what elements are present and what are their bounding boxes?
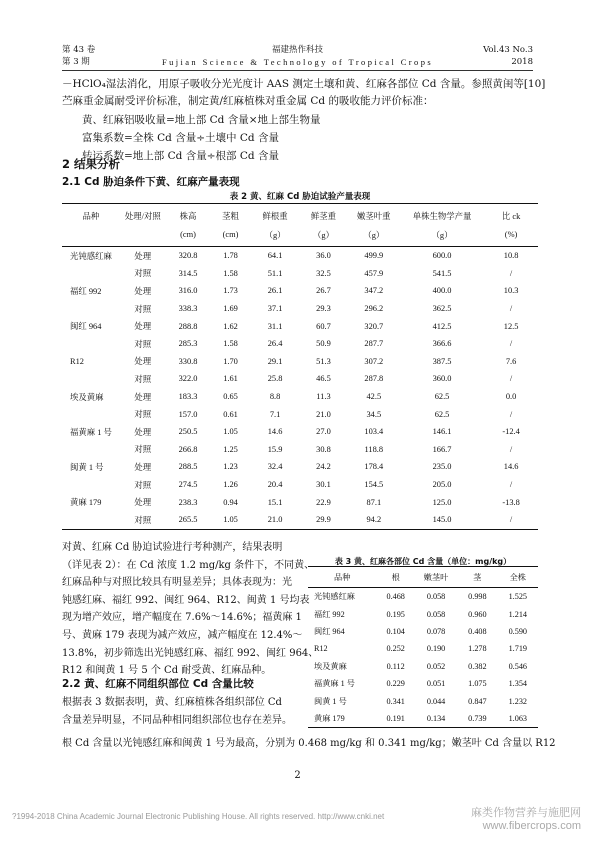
running-header — [62, 44, 533, 71]
table3-cell: 0.058 — [426, 592, 446, 602]
table3-cell: 黄麻 179 — [308, 710, 376, 728]
table2-cell: 21.0 — [316, 409, 331, 419]
table2-cell: 118.8 — [364, 444, 384, 454]
table2-cell: 541.5 — [432, 268, 452, 278]
table3-cell: 埃及黄麻 — [314, 661, 347, 671]
table2-cell: 1.58 — [223, 268, 238, 278]
intro-line-2: 苎麻重金属耐受评价标准，制定黄/红麻植株对重金属 Cd 的吸收能力评价标准： — [62, 95, 434, 107]
table3-cell: 0.739 — [457, 710, 497, 728]
table2-cell: 处理 — [134, 286, 152, 296]
table2-cell: 36.0 — [316, 251, 331, 261]
section-heading-2-1: 2.1 Cd 胁迫条件下黄、红麻产量表现 — [62, 176, 240, 188]
paragraph-line: 对黄、红麻 Cd 胁迫试验进行考种测产，结果表明 — [62, 542, 283, 553]
table2-row — [62, 370, 538, 388]
table2-row — [62, 476, 538, 494]
table3 — [308, 566, 538, 728]
table2-cell: 125.0 — [432, 497, 452, 507]
table3-cell: 0.468 — [386, 592, 405, 602]
formula-absorption: 黄、红麻铝吸收量=地上部 Cd 含量×地上部生物量 — [82, 114, 321, 126]
table2-cell: 288.5 — [178, 462, 198, 472]
table2-cell: 499.9 — [364, 251, 384, 261]
table2-cell: 10.3 — [503, 286, 519, 296]
table2-cell: 22.9 — [316, 497, 331, 507]
table2-cell: 296.2 — [364, 304, 384, 314]
table2-col-header: 比 ck — [484, 204, 538, 226]
table3-cell: 0.058 — [426, 609, 446, 619]
table3-cell: 0.051 — [426, 679, 446, 689]
table2-cell — [62, 300, 120, 318]
table2-unit: （g） — [400, 225, 484, 247]
table2-cell — [62, 335, 120, 353]
table2-cell: 366.6 — [432, 339, 452, 349]
table2-cell: 29.1 — [267, 356, 283, 366]
table2-row — [62, 493, 538, 511]
table3-row — [308, 605, 538, 622]
table2-cell: 1.70 — [223, 356, 238, 366]
table2-cell: / — [509, 268, 513, 278]
table2-cell: 处理 — [134, 392, 152, 402]
table2-unit — [62, 225, 120, 247]
table2-cell: / — [509, 480, 513, 490]
table2-cell: 250.5 — [178, 427, 198, 437]
table2-cell: 29.3 — [316, 304, 331, 314]
table2-cell — [62, 511, 120, 529]
table2-cell: 37.1 — [267, 304, 283, 314]
table3-cell: 0.044 — [426, 696, 446, 706]
paragraph-line: 红麻品种与对照比较具有明显差异；具体表现为：光 — [62, 577, 292, 589]
table2-cell: 103.4 — [364, 427, 384, 437]
table2-cell: 闽黄 1 号 — [70, 462, 104, 472]
table2-cell: 1.58 — [223, 339, 238, 349]
table3-row — [308, 692, 538, 709]
table3-cell: 0.590 — [508, 626, 527, 636]
table3-cell: 0.546 — [508, 661, 527, 671]
table3-cell: 0.252 — [386, 644, 405, 654]
header-center — [62, 44, 533, 68]
table2-cell: 0.0 — [505, 392, 517, 402]
table2-cell: 94.2 — [348, 511, 400, 529]
table2-col-header: 单株生物学产量 — [400, 204, 484, 226]
table2-cell: -13.8 — [502, 497, 520, 507]
header-vol-en: Vol.43 No.3 — [483, 45, 533, 55]
table2-cell: 362.5 — [432, 304, 452, 314]
table3-cell: 1.063 — [498, 710, 538, 728]
table3-col-header: 品种 — [308, 567, 376, 588]
table2-cell: 30.1 — [316, 480, 331, 490]
table2-cell: 322.0 — [178, 374, 198, 384]
table2-cell: 1.25 — [223, 444, 238, 454]
table2-cell: 对照 — [134, 304, 152, 314]
table2-cell: 1.69 — [223, 304, 238, 314]
table3-cell: 1.232 — [508, 696, 527, 706]
paragraph-line: 号、黄麻 179 表现为减产效应，减产幅度在 12.4%～ — [62, 630, 303, 641]
table3-cell: 0.382 — [468, 661, 487, 671]
table2-cell: 266.8 — [178, 444, 198, 454]
table2-cell: 1.78 — [223, 251, 238, 261]
table3-cell: 闽黄 1 号 — [314, 696, 347, 706]
table3-cell: 0.112 — [386, 661, 405, 671]
table2-cell: 1.23 — [223, 462, 238, 472]
table2-cell: 处理 — [134, 251, 152, 261]
table2-cell: 1.26 — [223, 480, 238, 490]
table2-cell: 0.94 — [223, 497, 238, 507]
table2-cell: 34.5 — [366, 409, 382, 419]
table2-cell: / — [509, 339, 513, 349]
table2-row — [62, 317, 538, 335]
table2-cell: / — [509, 409, 513, 419]
table2-unit-row — [62, 225, 538, 247]
table2-cell: 288.8 — [178, 321, 198, 331]
table2-cell: 457.9 — [364, 268, 384, 278]
table2-row — [62, 388, 538, 406]
table3-row — [308, 640, 538, 657]
table2-col-header: 嫩茎叶重 — [348, 204, 400, 226]
table3-cell: 0.191 — [376, 710, 415, 728]
table2-cell: 238.3 — [178, 497, 198, 507]
copyright-footer: ?1994-2018 China Academic Journal Electronic Publishing House. All rights reserved. http://www.cnki.net — [12, 812, 385, 821]
table2-cell: 42.5 — [366, 392, 382, 402]
table2-cell: 处理 — [134, 427, 152, 437]
table3-row — [308, 623, 538, 640]
table2-cell: 30.8 — [316, 444, 331, 454]
table2-cell: 1.05 — [210, 511, 251, 529]
table2-cell: 274.5 — [178, 480, 198, 490]
table2-row — [62, 247, 538, 265]
table2-col-header: 鲜根重 — [251, 204, 299, 226]
table2-cell — [62, 441, 120, 459]
table2-unit: (%) — [484, 225, 538, 247]
header-volume: 第 43 卷 — [62, 45, 96, 55]
table2-cell — [62, 265, 120, 283]
table2-cell: 320.8 — [178, 251, 198, 261]
table2-cell: 387.5 — [432, 356, 452, 366]
table2-cell: 0.65 — [223, 392, 238, 402]
table2-row — [62, 441, 538, 459]
table2-cell: 8.8 — [269, 392, 281, 402]
intro-line-1: －HClO₄湿法消化，用原子吸收分光光度计 AAS 测定土壤和黄、红麻各部位 Cd 含量。参照黄闺等[10] — [62, 78, 546, 90]
table2-cell: 26.1 — [267, 286, 283, 296]
table2-cell: 对照 — [134, 269, 152, 279]
table3-cell: 1.278 — [468, 644, 487, 654]
table3-cell: 1.214 — [508, 609, 527, 619]
table2-cell: -12.4 — [502, 427, 520, 437]
table2-cell: 12.5 — [503, 321, 519, 331]
table2-cell: 600.0 — [432, 251, 452, 261]
table2-cell: 对照 — [134, 374, 152, 384]
table2-unit: （g） — [251, 225, 299, 247]
table3-cell: 0.052 — [426, 661, 446, 671]
table2-cell: 29.9 — [299, 511, 347, 529]
table2-cell: 145.0 — [400, 511, 484, 529]
table2-cell: 338.3 — [178, 304, 198, 314]
table2-cell: 闽红 964 — [70, 322, 102, 332]
table3-row — [308, 658, 538, 675]
table3-cell: 0.190 — [426, 644, 446, 654]
table2-cell: 25.8 — [267, 374, 283, 384]
table2-cell: 166.7 — [432, 444, 452, 454]
table3-cell: 光钝感红麻 — [314, 592, 355, 602]
table3-cell: 1.075 — [468, 679, 487, 689]
table2-unit: （g） — [348, 225, 400, 247]
table3-row — [308, 588, 538, 606]
table2-unit: (cm) — [166, 225, 210, 247]
table2-row — [62, 405, 538, 423]
table3-cell: 0.195 — [386, 609, 405, 619]
table2-row — [62, 300, 538, 318]
table2-unit: （g） — [299, 225, 347, 247]
table3-col-header: 茎 — [457, 567, 497, 588]
header-journal-en: Fujian Science & Technology of Tropical Crops — [161, 57, 434, 67]
table2-cell: 62.5 — [434, 392, 450, 402]
table2-cell: 20.4 — [267, 480, 283, 490]
paragraph-2-2-fullwidth: 根 Cd 含量以光钝感红麻和闽黄 1 号为最高，分别为 0.468 mg/kg 和 0.341 mg/kg；嫩茎叶 Cd 含量以 R12 — [62, 738, 556, 749]
table2-row — [62, 511, 538, 529]
table2-cell: 处理 — [134, 322, 152, 332]
table2-cell: 7.1 — [269, 409, 281, 419]
table2-cell — [62, 405, 120, 423]
table2-cell: 对照 — [134, 445, 152, 455]
table2-col-header: 品种 — [62, 204, 120, 226]
table2-row — [62, 265, 538, 283]
table2-cell: 412.5 — [432, 321, 452, 331]
table2-cell: 福黄麻 1 号 — [70, 427, 112, 437]
table2-cell: 60.7 — [316, 321, 331, 331]
table2-cell: 146.1 — [432, 427, 452, 437]
table3-cell: 1.354 — [508, 679, 527, 689]
paragraph-line: 13.8%，初步筛选出光钝感红麻、福红 992、闽红 964、 — [62, 647, 319, 659]
table2-cell: 51.3 — [316, 356, 331, 366]
table3-header-row — [308, 567, 538, 588]
paragraph-line: 含量差异明显，不同品种相同组织部位也存在差异。 — [62, 714, 292, 726]
paragraph-line: R12 和闽黄 1 号 5 个 Cd 耐受黄、红麻品种。 — [62, 665, 272, 677]
table2-cell: 24.2 — [316, 462, 331, 472]
table3-cell: 1.525 — [508, 592, 527, 602]
table2-row — [62, 423, 538, 441]
table2-cell: 埃及黄麻 — [70, 392, 104, 402]
table3-cell: 0.078 — [426, 626, 446, 636]
table3-cell: 0.998 — [468, 592, 487, 602]
table2-cell: 32.5 — [316, 268, 331, 278]
table2-cell: 对照 — [134, 480, 152, 490]
table3-cell: 1.719 — [508, 644, 527, 654]
table2-cell: 316.0 — [178, 286, 198, 296]
table2-cell: 46.5 — [316, 374, 331, 384]
table2-row — [62, 458, 538, 476]
table2-cell: 307.2 — [364, 356, 384, 366]
table3-caption: 表 3 黄、红麻各部位 Cd 含量（单位：mg/kg） — [334, 557, 512, 566]
table2-cell: 265.5 — [166, 511, 210, 529]
table3-row — [308, 675, 538, 692]
table2-cell: 处理 — [134, 462, 152, 472]
table3-col-header: 全株 — [498, 567, 538, 588]
table3-cell: 福红 992 — [314, 609, 345, 619]
table2-cell: 福红 992 — [70, 286, 102, 296]
table2-cell: 205.0 — [432, 480, 452, 490]
table2-cell: 对照 — [134, 410, 152, 420]
header-year: 2018 — [511, 57, 533, 67]
formula-transport: 转运系数=地上部 Cd 含量÷根部 Cd 含量 — [82, 150, 279, 162]
table2-cell: 183.3 — [178, 392, 198, 402]
table3-body — [308, 588, 538, 728]
table2-cell: 50.9 — [316, 339, 331, 349]
table2-body — [62, 247, 538, 530]
section-heading-2-2: 2.2 黄、红麻不同组织部位 Cd 含量比较 — [62, 678, 254, 690]
table2-cell: 360.0 — [432, 374, 452, 384]
table2-cell: / — [484, 511, 538, 529]
section-heading-2: 2 结果分析 — [62, 157, 121, 171]
table2-cell: 处理 — [134, 498, 152, 508]
table2-cell: 347.2 — [364, 286, 384, 296]
watermark-url: www.fibercrops.com — [482, 820, 581, 832]
table2-cell: 235.0 — [432, 462, 452, 472]
table2-cell: 14.6 — [503, 462, 519, 472]
table2-cell: 光钝感红麻 — [70, 251, 112, 261]
table2-cell: 对照 — [120, 511, 166, 529]
table2-cell: 7.6 — [505, 356, 517, 366]
table2-cell: 11.3 — [316, 392, 331, 402]
table2-cell: 314.5 — [178, 268, 198, 278]
table2-cell: 27.0 — [316, 427, 331, 437]
table2-cell: 黄麻 179 — [70, 498, 102, 508]
table2-cell: 26.4 — [267, 339, 283, 349]
table2-cell: 1.62 — [223, 321, 238, 331]
table2-cell: 287.7 — [364, 339, 384, 349]
table2-cell: 51.1 — [267, 268, 283, 278]
table3-cell: 0.134 — [415, 710, 457, 728]
formula-enrichment: 富集系数=全株 Cd 含量÷土壤中 Cd 含量 — [82, 132, 279, 144]
header-right — [483, 44, 533, 68]
table2-col-header: 茎粗 — [210, 204, 251, 226]
table2-cell: 287.8 — [364, 374, 384, 384]
table2-cell: R12 — [70, 356, 84, 366]
table2-col-header: 处理/对照 — [120, 204, 166, 226]
table2-cell: 285.3 — [178, 339, 198, 349]
table2-cell: 157.0 — [178, 409, 198, 419]
table2-cell: 154.5 — [364, 480, 384, 490]
table3-col-header: 嫩茎叶 — [415, 567, 457, 588]
page-number: 2 — [294, 770, 301, 781]
table2-cell: 32.4 — [267, 462, 283, 472]
paragraph-line: 钝感红麻、福红 992、闽红 964、R12、闽黄 1 号均表 — [62, 594, 310, 606]
table3-col-header: 根 — [376, 567, 415, 588]
table2-col-header: 鲜茎重 — [299, 204, 347, 226]
paragraph-line: 现为增产效应，增产幅度在 7.6%～14.6%；福黄麻 1 — [62, 612, 302, 624]
table2-cell: 0.61 — [223, 409, 238, 419]
table2-cell — [62, 370, 120, 388]
table2-cell: 15.9 — [267, 444, 283, 454]
table2-cell: / — [509, 374, 513, 384]
table2-cell: 87.1 — [366, 497, 382, 507]
paragraph-line: （详见表 2）：在 Cd 浓度 1.2 mg/kg 条件下，不同黄、 — [62, 559, 315, 571]
table3-row — [308, 710, 538, 728]
table3-cell: 0.847 — [468, 696, 487, 706]
table2-cell — [62, 476, 120, 494]
header-journal-cn: 福建热作科技 — [271, 45, 323, 55]
table3-cell: 0.408 — [468, 626, 487, 636]
table2-cell: / — [509, 444, 513, 454]
table2-unit: (cm) — [210, 225, 251, 247]
paragraph-line: 根据表 3 数据表明，黄、红麻植株各组织部位 Cd — [62, 697, 282, 708]
table2-row — [62, 282, 538, 300]
table2-unit — [120, 225, 166, 247]
table3-cell: 0.104 — [386, 626, 405, 636]
table2-cell: 31.1 — [267, 321, 283, 331]
header-issue: 第 3 期 — [62, 57, 90, 67]
table2-row — [62, 335, 538, 353]
table3-cell: 闽红 964 — [314, 626, 345, 636]
table2-cell: / — [509, 304, 513, 314]
table2-cell: 对照 — [134, 339, 152, 349]
table2-cell: 62.5 — [434, 409, 450, 419]
watermark-text: 麻类作物营养与施肥网 — [471, 806, 581, 819]
table2-cell: 178.4 — [364, 462, 384, 472]
table2-cell: 10.8 — [503, 251, 519, 261]
table2-cell: 14.6 — [267, 427, 283, 437]
table2-row — [62, 353, 538, 371]
table2-caption: 表 2 黄、红麻 Cd 胁迫试验产量表现 — [229, 192, 371, 202]
table2-cell: 330.8 — [178, 356, 198, 366]
table2-cell: 400.0 — [432, 286, 452, 296]
table3-cell: 福黄麻 1 号 — [314, 679, 355, 689]
table2-cell: 320.7 — [364, 321, 384, 331]
table2-cell: 21.0 — [251, 511, 299, 529]
table2-cell: 处理 — [134, 357, 152, 367]
table2-col-header: 株高 — [166, 204, 210, 226]
table2-cell: 1.73 — [223, 286, 238, 296]
table2 — [62, 203, 538, 530]
table3-cell: 0.960 — [468, 609, 487, 619]
table2-cell: 64.1 — [267, 251, 283, 261]
table3-cell: 0.341 — [386, 696, 405, 706]
table2-cell: 26.7 — [316, 286, 331, 296]
table3-cell: R12 — [314, 644, 328, 654]
table2-cell: 15.1 — [267, 497, 283, 507]
table2-cell: 1.61 — [223, 374, 238, 384]
table3-cell: 0.229 — [386, 679, 405, 689]
table2-header-row — [62, 204, 538, 226]
table2-cell: 1.05 — [223, 427, 238, 437]
